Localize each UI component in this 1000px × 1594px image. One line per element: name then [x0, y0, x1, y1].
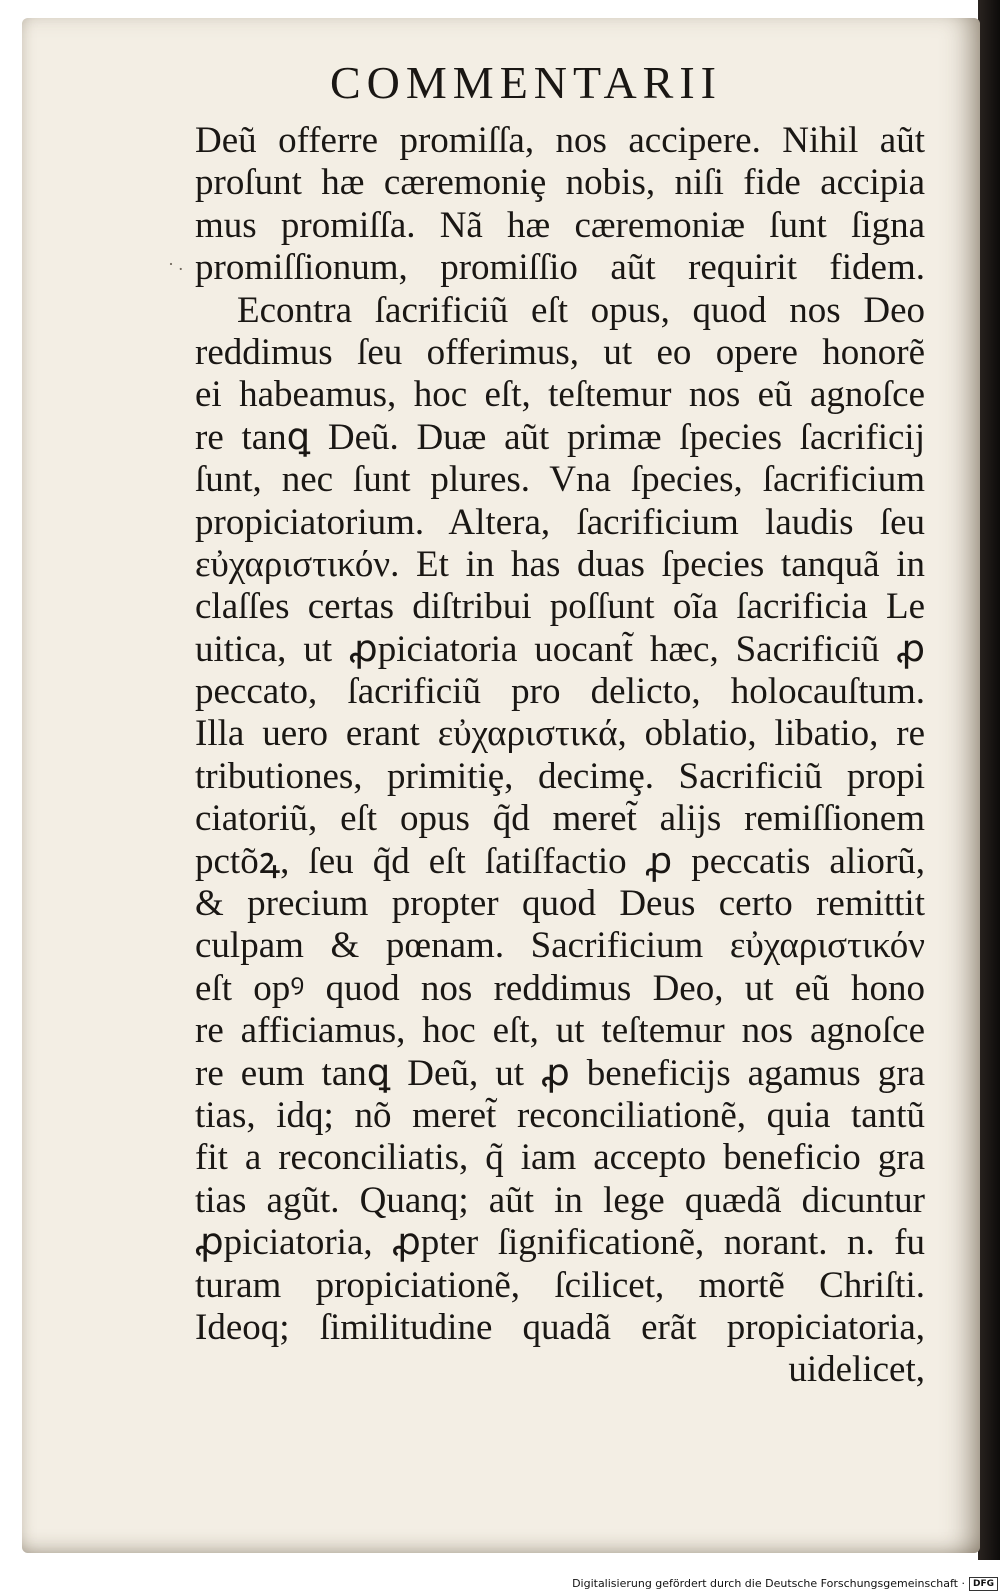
text-line-paragraph-start: Econtra ſacrificiũ eſt opus, quod nos Deo: [237, 289, 925, 331]
text-line: Deũ offerre promiſſa, nos accipere. Nihil aũt: [195, 120, 925, 161]
text-line: culpam & pœnam. Sacrificium εὐχαριστικόν: [195, 925, 925, 967]
text-line: tributiones, primitiȩ, decimȩ. Sacrificiũ propi: [195, 755, 925, 797]
text-line: turam propiciationẽ, ſcilicet, mortẽ Chriſti.: [195, 1264, 925, 1306]
text-line: propiciatorium. Altera, ſacrificium laudis ſeu: [195, 501, 925, 543]
dfg-logo: DFG: [969, 1577, 998, 1591]
text-line: uitica, ut ꝓpiciatoria uocant̃ hæc, Sacrificiũ ꝓ: [195, 628, 925, 670]
text-line: peccato, ſacrificiũ pro delicto, holocauſtum.: [195, 671, 925, 713]
text-line: promiſſionum, promiſſio aũt requirit fidem.: [195, 247, 925, 289]
text-line: & precium propter quod Deus certo remittit: [195, 883, 925, 925]
text-line: pctõꝝ, ſeu q̃d eſt ſatiſfactio ꝓ peccatis aliorũ,: [195, 840, 925, 882]
catchword: uidelicet,: [788, 1349, 925, 1391]
text-line: εὐχαριστικόν. Et in has duas ſpecies tanquã in: [195, 543, 925, 585]
text-line: re eum tanꝗ Deũ, ut ꝓ beneficijs agamus gra: [195, 1052, 925, 1094]
digitization-credit: [560, 1575, 998, 1593]
text-line: ei habeamus, hoc eſt, teſtemur nos eũ agnoſce: [195, 374, 925, 416]
text-line: tias, idq; nõ meret̃ reconciliationẽ, quia tantũ: [195, 1094, 925, 1136]
text-line: Illa uero erant εὐχαριστικά, oblatio, libatio, re: [195, 713, 925, 755]
text-line: tias agũt. Quanq; aũt in lege quædã dicuntur: [195, 1179, 925, 1221]
credit-text: Digitalisierung gefördert durch die Deutsche Forschungsgemeinschaft ·: [572, 1577, 965, 1590]
running-title: COMMENTARII: [330, 57, 722, 108]
text-line: reddimus ſeu offerimus, ut eo opere honorẽ: [195, 331, 925, 373]
text-line: ꝓpiciatoria, ꝓpter ſignificationẽ, norant. n. fu: [195, 1222, 925, 1264]
text-line: re afficiamus, hoc eſt, ut teſtemur nos agnoſce: [195, 1010, 925, 1052]
body-text: [195, 120, 925, 1392]
text-line: proſunt hæ cæremoniȩ nobis, niſi fide accipia: [195, 162, 925, 204]
text-line: Ideoq; ſimilitudine quadã erãt propiciatoria,: [195, 1306, 925, 1348]
text-line: ſunt, nec ſunt plures. Vna ſpecies, ſacrificium: [195, 459, 925, 501]
text-line: fit a reconciliatis, q̃ iam accepto beneficio gra: [195, 1137, 925, 1179]
text-line: claſſes certas diſtribui poſſunt oĩa ſacrificia Le: [195, 586, 925, 628]
text-line: re tanꝗ Deũ. Duæ aũt primæ ſpecies ſacrificij: [195, 416, 925, 458]
text-line: ciatoriũ, eſt opus q̃d meret̃ alijs remiſſionem: [195, 798, 925, 840]
book-spine-edge: [978, 0, 1000, 1560]
text-line: mus promiſſa. Nã hæ cæremoniæ ſunt ſigna: [195, 204, 925, 246]
margin-mark: · .: [168, 254, 183, 274]
text-line: eſt opꝰ quod nos reddimus Deo, ut eũ hono: [195, 967, 925, 1009]
